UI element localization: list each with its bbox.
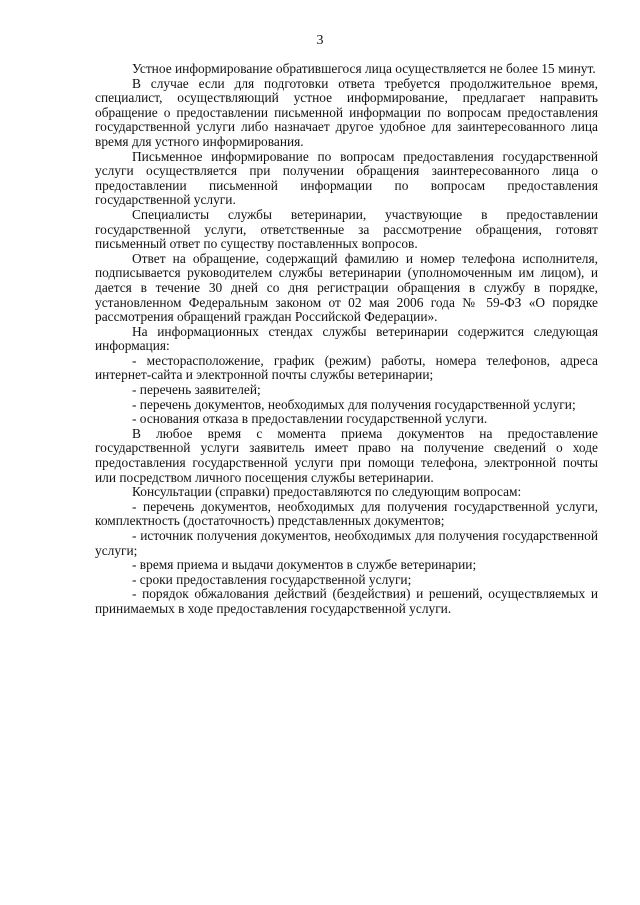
list-item: - порядок обжалования действий (бездействия) и решений, осуществляемых и принимаемых в ходе предоставления государственной услуги. [95, 586, 598, 616]
paragraph-specialists-response: Специалисты службы ветеринарии, участвующие в предоставлении государственной услуги, ответственные за рассмотрение обращения, готовят письменный ответ по существу поставленных вопросов. [95, 206, 598, 252]
list-item: - перечень заявителей; [132, 382, 261, 398]
paragraph-written-information: Письменное информирование по вопросам предоставления государственной услуги осуществляется при получении обращения заинтересованного лица о предоставлении письменной информации по вопросам предоставления государственной услуги. [95, 148, 598, 208]
list-item: - месторасположение, график (режим) работы, номера телефонов, адреса интернет-сайта и электронной почты службы ветеринарии; [95, 352, 598, 383]
list-item: - источник получения документов, необходимых для получения государственной услуги; [95, 528, 598, 558]
paragraph-status-inquiry: В любое время с момента приема документов на предоставление государственной услуги заявитель имеет право на получение сведений о ходе предоставления государственной услуги при помощи телефона, электронной почты или посредством личного посещения службы ветеринарии. [95, 425, 598, 485]
list-item: - перечень документов, необходимых для получения государственной услуги, комплектность (достаточность) представленных документов; [95, 498, 598, 529]
list-item: - сроки предоставления государственной услуги; [132, 571, 412, 587]
list-item: - перечень документов, необходимых для получения государственной услуги; [132, 396, 576, 412]
list-item: - время приема и выдачи документов в службе ветеринарии; [132, 557, 477, 573]
paragraph-oral-duration: Устное информирование обратившегося лица осуществляется не более 15 минут. [132, 61, 596, 76]
document-body [95, 62, 598, 617]
page-number: 3 [316, 33, 324, 48]
paragraph-consultations: Консультации (справки) предоставляются по следующим вопросам: [132, 484, 522, 500]
paragraph-response-terms: Ответ на обращение, содержащий фамилию и номер телефона исполнителя, подписывается руководителем службы ветеринарии (уполномоченным им лицом), и дается в течение 30 дней со дня регистрации обращения в службу в порядке, установленном Федеральным законом от 02 мая 2006 года № 59-ФЗ «О порядке рассмотрения обращений граждан Российской Федерации». [95, 250, 598, 325]
list-item: - основания отказа в предоставлении государственной услуги. [132, 411, 488, 427]
paragraph-long-preparation: В случае если для подготовки ответа требуется продолжительное время, специалист, осуществляющий устное информирование, предлагает направить обращение о предоставлении письменной информации по вопросам предоставления государственной услуги либо назначает другое удобное для заинтересованного лица время для устного информирования. [95, 75, 598, 149]
paragraph-information-stands: На информационных стендах службы ветеринарии содержится следующая информация: [95, 323, 598, 354]
